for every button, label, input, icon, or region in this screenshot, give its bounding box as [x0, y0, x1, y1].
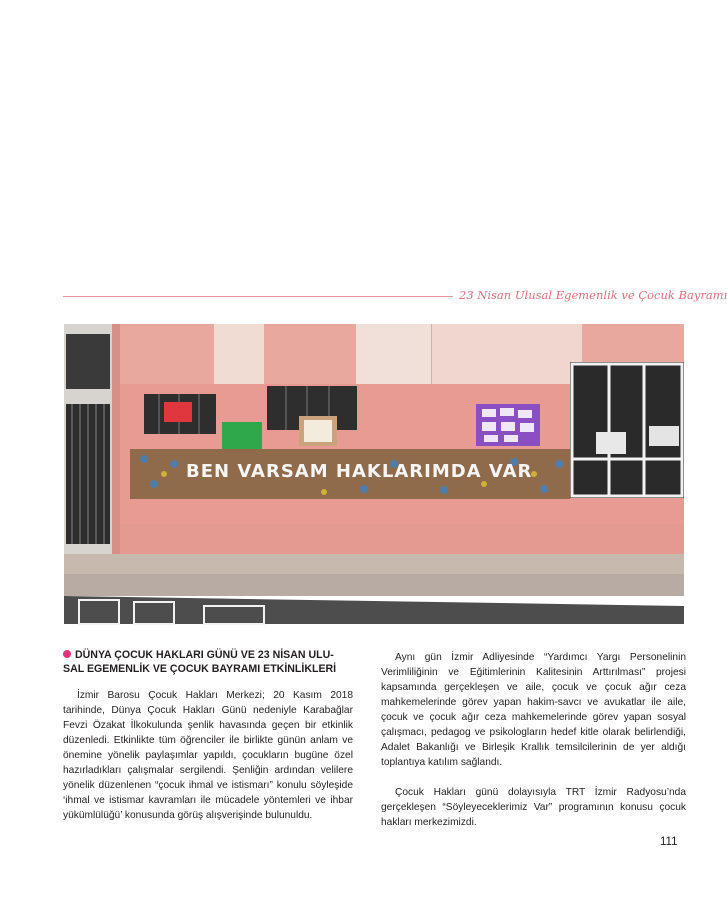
left-paragraph: İzmir Barosu Çocuk Hakları Merkezi; 20 Kasım 2018 tarihinde, Dünya Çocuk Hakları Günü nedeniyle Karabağlar Fevzi Özakat İlkokulunda şenlik havasında geçen bir etkinlik düzenledi. Etkinlikte tüm öğrenciler ile birlikte günün anlam ve önemine yönelik paylaşımlar yapıldı, çocukların bugüne özel hazırladıkları çalışmalar sergilendi. Şenliğin ardından velilere yönelik düzenlenen “çocuk ihmal ve istismarı” konulu söyleşide ‘ihmal ve istismar kavramları ile mücadele yöntemleri ve ihbar yükümlülüğü’ konusunda görüş alışverişinde bulunuldu.: [63, 690, 353, 821]
article-heading-line1: DÜNYA ÇOCUK HAKLARI GÜNÜ VE 23 NİSAN ULU-: [75, 649, 334, 661]
page-number: 111: [660, 836, 678, 848]
header-rule: [63, 296, 453, 297]
article-heading-line2: SAL EGEMENLİK VE ÇOCUK BAYRAMI ETKİNLİKLERİ: [63, 663, 337, 675]
running-head: 23 Nisan Ulusal Egemenlik ve Çocuk Bayramı: [459, 288, 727, 302]
bullet-dot-icon: [63, 650, 71, 658]
right-paragraph-2: Çocuk Hakları günü dolayısıyla TRT İzmir Radyosu’nda gerçekleşen “Söyleyeceklerimiz Var” programının konusu çocuk hakları merkezimizdi.: [381, 787, 686, 828]
left-column: [63, 648, 353, 823]
article-heading: [63, 648, 353, 676]
school-wall-photo: [64, 324, 684, 624]
banner-text: BEN VARSAM HAKLARIMDA VAR: [186, 461, 533, 482]
right-column: [381, 650, 686, 830]
right-paragraph-1: Aynı gün İzmir Adliyesinde “Yardımcı Yargı Personelinin Verimliliğinin ve Eğitimlerinin Kalitesinin Arttırılması” projesi kapsamında gerçekleşen ve aile, çocuk ve çocuk ağır ceza mahkemelerinde görev yapan hakim-savcı ve avukatlar ile aile, çocuk ve çocuk ağır ceza mahkemelerinde görev yapan sosyal çalışmacı, pedagog ve psikologların hedef kitle olarak belirlendiği, Adalet Bakanlığı ve Birleşik Krallık temsilcilerinin de yer aldığı toplantıya katılım sağlandı.: [381, 652, 686, 768]
